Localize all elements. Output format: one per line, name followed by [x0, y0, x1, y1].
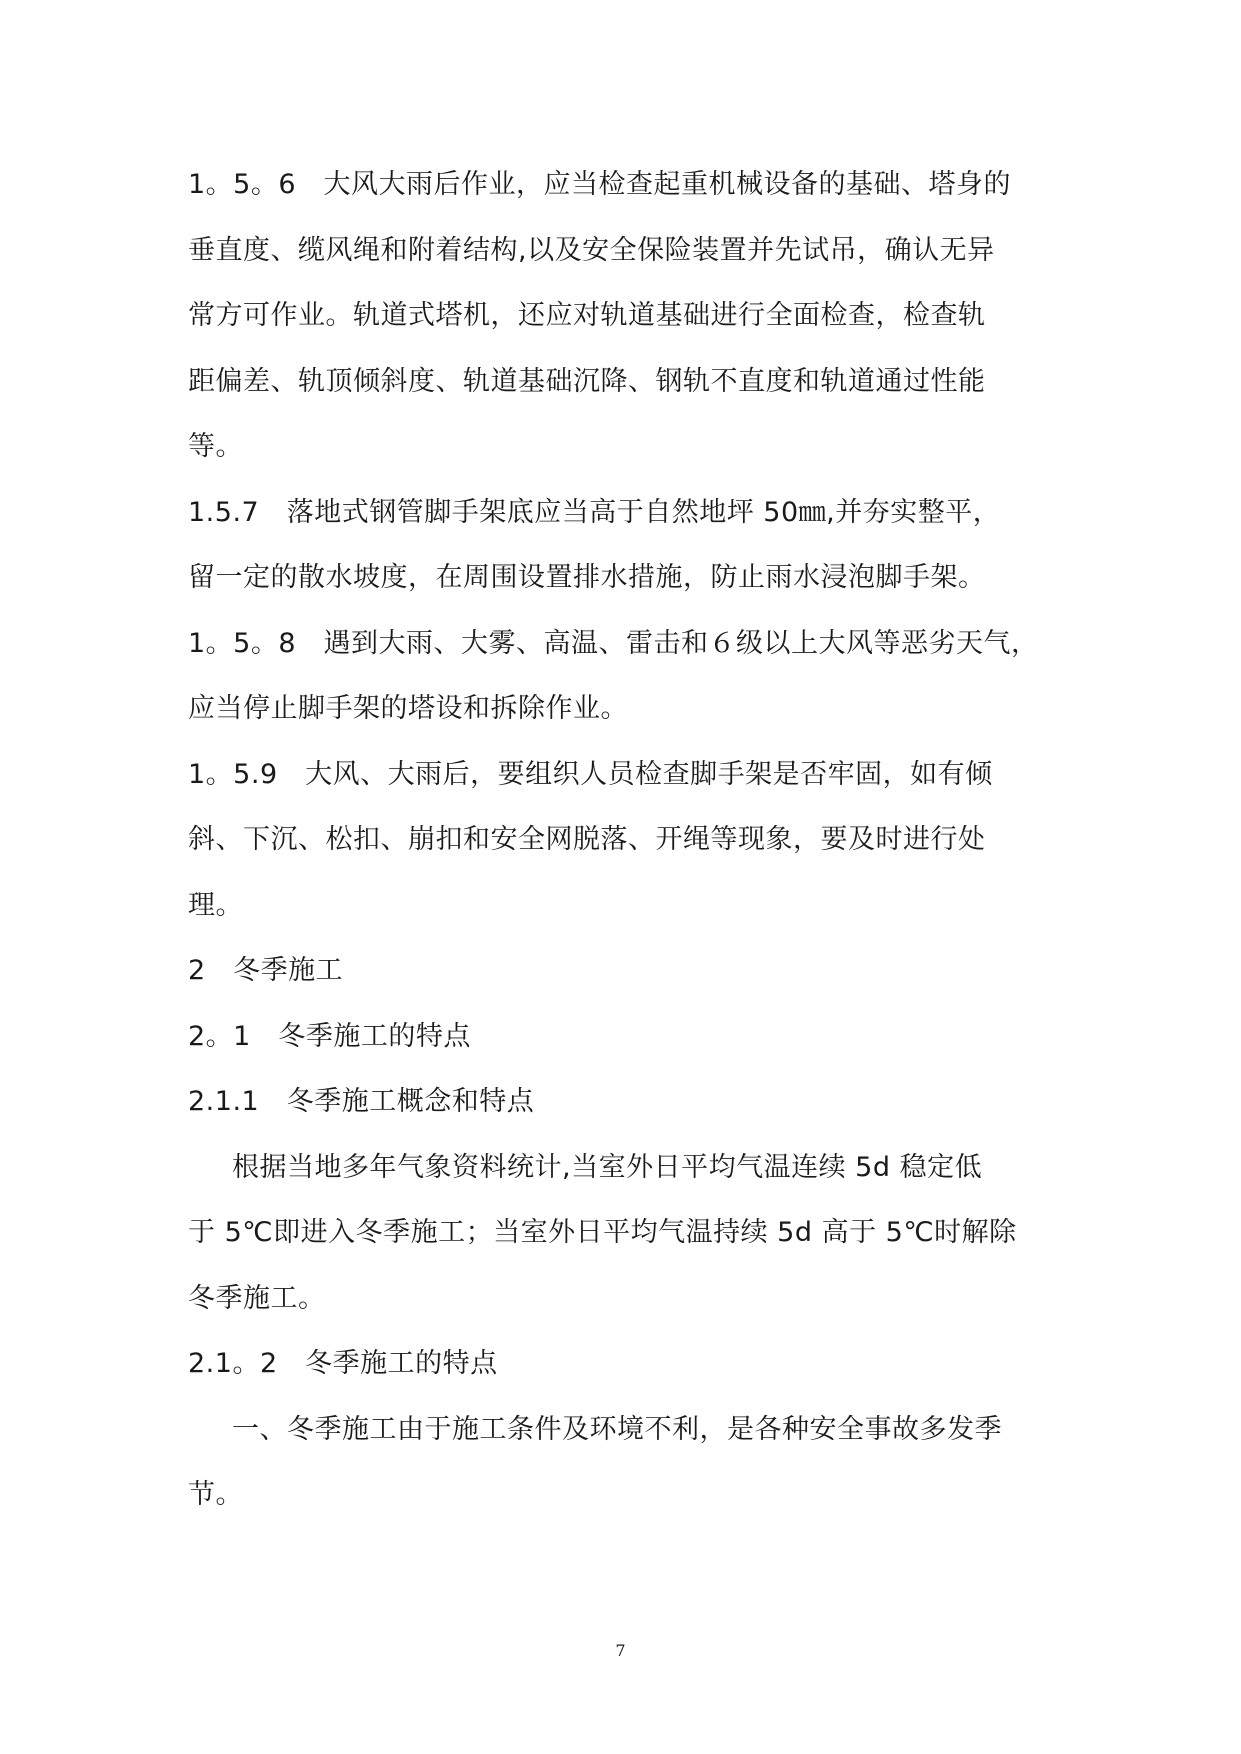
text-line: 冬季施工。 — [188, 1282, 326, 1314]
text-line: 垂直度、缆风绳和附着结构,以及安全保险装置并先试吊，确认无异 — [188, 234, 995, 266]
text-line: 节。 — [188, 1479, 243, 1510]
text-line: 1。5。8 遇到大雨、大雾、高温、雷击和６级以上大风等恶劣天气， — [188, 627, 1039, 659]
text-line: 理。 — [188, 889, 243, 921]
text-line: 1。5.9 大风、大雨后，要组织人员检查脚手架是否牢固，如有倾 — [188, 758, 993, 790]
text-line: 于 5℃即进入冬季施工；当室外日平均气温持续 5d 高于 5℃时解除 — [188, 1217, 1017, 1248]
subsection-heading: 2.1。2 冬季施工的特点 — [188, 1348, 498, 1379]
text-line: 留一定的散水坡度，在周围设置排水措施，防止雨水浸泡脚手架。 — [188, 562, 986, 593]
subsection-heading: 2。1 冬季施工的特点 — [188, 1020, 471, 1052]
text-line: 1。5。6 大风大雨后作业，应当检查起重机械设备的基础、塔身的 — [188, 169, 1012, 200]
document-body — [188, 152, 1068, 1528]
subsection-heading: 2.1.1 冬季施工概念和特点 — [188, 1086, 535, 1117]
text-line: 一、冬季施工由于施工条件及环境不利，是各种安全事故多发季 — [232, 1413, 1002, 1445]
text-line: 应当停止脚手架的塔设和拆除作业。 — [188, 693, 628, 724]
text-line: 等。 — [188, 431, 243, 462]
section-heading: 2 冬季施工 — [188, 955, 344, 986]
text-line: 1.5.7 落地式钢管脚手架底应当高于自然地坪 50㎜,并夯实整平， — [188, 496, 1001, 528]
page-number: 7 — [615, 1641, 626, 1660]
text-line: 常方可作业。轨道式塔机，还应对轨道基础进行全面检查，检查轨 — [188, 300, 986, 331]
text-line: 斜、下沉、松扣、崩扣和安全网脱落、开绳等现象，要及时进行处 — [188, 824, 986, 855]
text-line: 距偏差、轨顶倾斜度、轨道基础沉降、钢轨不直度和轨道通过性能 — [188, 365, 986, 397]
text-line: 根据当地多年气象资料统计,当室外日平均气温连续 5d 稳定低 — [232, 1151, 983, 1183]
